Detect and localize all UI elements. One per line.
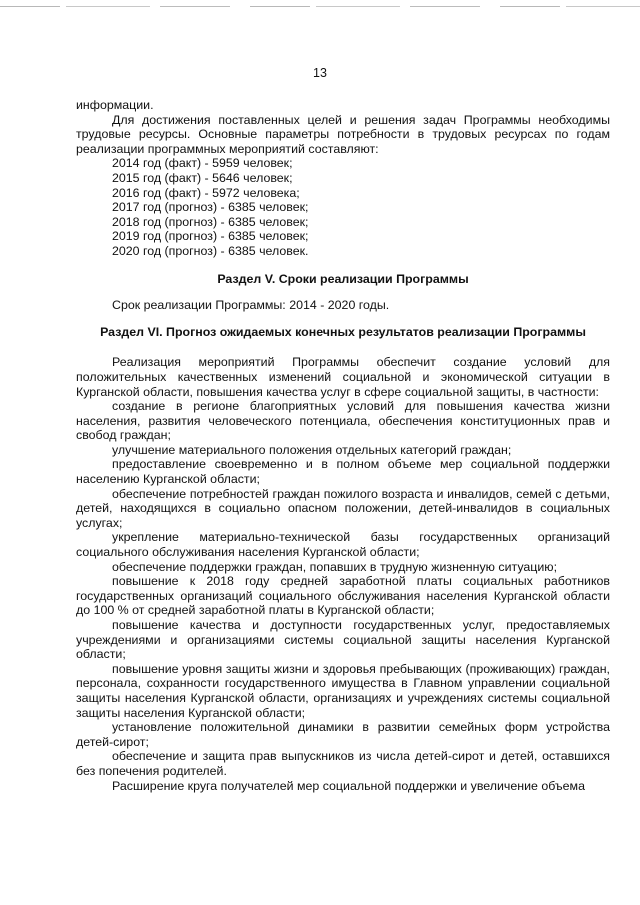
paragraph-continuation: информации. xyxy=(76,98,154,112)
section-5-heading: Раздел V. Сроки реализации Программы xyxy=(217,271,469,286)
section-6-paragraph: улучшение материального положения отдельных категорий граждан; xyxy=(112,442,512,457)
section-6-paragraph: Реализация мероприятий Программы обеспечит создание условий для положительных качественных изменений социальной и экономической ситуации в Курганской области, повышения качества услуг в сфере социальной защиты, в частности: xyxy=(76,355,610,399)
section-6-heading: Раздел VI. Прогноз ожидаемых конечных результатов реализации Программы xyxy=(100,324,586,339)
document-body xyxy=(76,98,610,793)
section-6-paragraph: обеспечение поддержки граждан, попавших в трудную жизненную ситуацию; xyxy=(112,559,558,574)
section-6-paragraph: создание в регионе благоприятных условий для повышения качества жизни населения, развития человеческого потенциала, обеспечения конституционных прав и свобод граждан; xyxy=(76,399,610,443)
resource-line-2020: 2020 год (прогноз) - 6385 человек. xyxy=(112,243,309,258)
section-5-text: Срок реализации Программы: 2014 - 2020 годы. xyxy=(112,298,390,313)
section-6-paragraph: повышение качества и доступности государственных услуг, предоставляемых учреждениями и организациями системы социальной защиты населения Курганской области; xyxy=(76,618,610,662)
section-6-paragraph: обеспечение потребностей граждан пожилого возраста и инвалидов, семей с детьми, детей, находящихся в социально опасном положении, детей-инвалидов в социальных услугах; xyxy=(76,486,610,530)
section-6-paragraph: повышение к 2018 году средней заработной платы социальных работников государственных организаций социального обслуживания населения Курганской области до 100 % от средней заработной платы в Курганской области; xyxy=(76,574,610,618)
page-number: 13 xyxy=(313,66,327,80)
resource-line-2015: 2015 год (факт) - 5646 человек; xyxy=(112,170,293,185)
section-6-paragraph: установление положительной динамики в развитии семейных форм устройства детей-сирот; xyxy=(76,720,610,749)
resource-line-2017: 2017 год (прогноз) - 6385 человек; xyxy=(112,200,309,215)
resource-line-2019: 2019 год (прогноз) - 6385 человек; xyxy=(112,229,309,244)
section-6-paragraph: Расширение круга получателей мер социальной поддержки и увеличение объема xyxy=(112,778,585,793)
section-6-paragraph: повышение уровня защиты жизни и здоровья пребывающих (проживающих) граждан, персонала, сохранности государственного имущества в Главном управлении социальной защиты населения Курганской области, организациях и учреждениях системы социальной защиты населения Курганской области; xyxy=(76,661,610,720)
paragraph-resources-intro: Для достижения поставленных целей и решения задач Программы необходимы трудовые ресурсы. Основные параметры потребности в трудовых ресурсах по годам реализации программных мероприятий составляют: xyxy=(76,112,610,156)
section-6-paragraph: укрепление материально-технической базы государственных организаций социального обслуживания населения Курганской области; xyxy=(76,530,610,560)
scan-edge-line xyxy=(0,6,640,7)
section-6-paragraph: предоставление своевременно и в полном объеме мер социальной поддержки населению Курганской области; xyxy=(76,457,610,487)
resource-line-2018: 2018 год (прогноз) - 6385 человек; xyxy=(112,214,309,229)
resource-line-2016: 2016 год (факт) - 5972 человека; xyxy=(112,185,300,200)
resource-line-2014: 2014 год (факт) - 5959 человек; xyxy=(112,156,293,171)
section-6-paragraph: обеспечение и защита прав выпускников из числа детей-сирот и детей, оставшихся без попечения родителей. xyxy=(76,749,610,778)
